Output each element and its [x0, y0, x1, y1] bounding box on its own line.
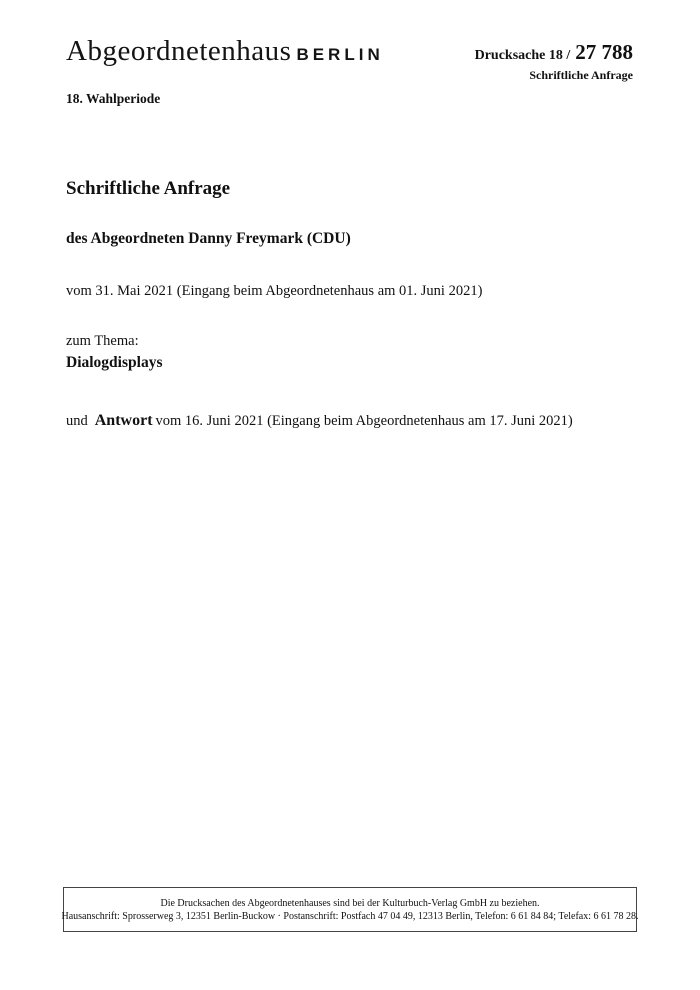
abgeordnetenhaus-berlin-logo [66, 35, 384, 68]
publisher-line: Die Drucksachen des Abgeordnetenhauses sind bei der Kulturbuch-Verlag GmbH zu beziehen. [160, 897, 540, 909]
document-type-label: Schriftliche Anfrage [529, 68, 633, 82]
logo-wordmark: Abgeordnetenhaus [66, 35, 292, 67]
submission-date-line: vom 31. Mai 2021 (Eingang beim Abgeordnetenhaus am 01. Juni 2021) [66, 283, 483, 299]
wahlperiode-label: 18. Wahlperiode [66, 91, 161, 106]
logo-berlin-wordmark: BERLIN [296, 45, 384, 64]
document-reference-block [475, 40, 633, 83]
topic-title: Dialogdisplays [66, 354, 163, 371]
topic-label: zum Thema: [66, 333, 139, 349]
publisher-info-box [63, 887, 637, 932]
author-line: des Abgeordneten Danny Freymark (CDU) [66, 230, 351, 247]
publisher-address-line: Hausanschrift: Sprosserweg 3, 12351 Berlin-Buckow · Postanschrift: Postfach 47 04 49, 12313 Berlin, Telefon: 6 61 84 84; Telefax: 6 61 78 28. [61, 910, 639, 922]
answer-word: Antwort [94, 412, 153, 429]
drucksache-number: 27 788 [575, 40, 633, 64]
page-title: Schriftliche Anfrage [66, 178, 231, 199]
drucksache-label: Drucksache 18 / [474, 48, 571, 63]
answer-line [66, 412, 573, 430]
drucksache-reference [475, 40, 633, 65]
answer-date-text: vom 16. Juni 2021 (Eingang beim Abgeordnetenhaus am 17. Juni 2021) [155, 413, 573, 429]
answer-prefix: und [66, 413, 88, 429]
